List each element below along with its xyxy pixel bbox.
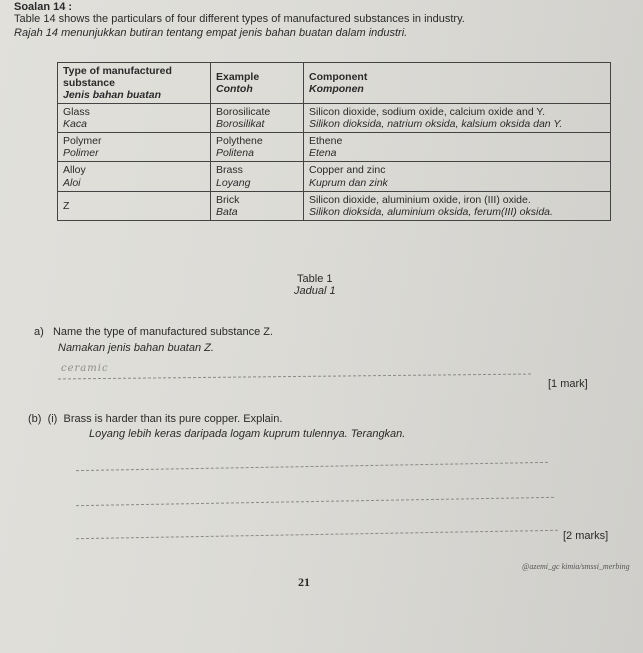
question-a-malay: Namakan jenis bahan buatan Z. [58, 342, 214, 354]
question-b-malay: Loyang lebih keras daripada logam kuprum tulennya. Terangkan. [89, 428, 406, 440]
component-cell: Silicon dioxide, aluminium oxide, iron (III) oxide. Silikon dioksida, aluminium oksida, ferum(III) oksida. [304, 191, 611, 220]
table-row [58, 162, 611, 191]
watermark: @azemi_gc kimia/smssi_merbing [522, 562, 630, 571]
component-cell: Ethene Etena [304, 133, 611, 162]
handwritten-answer: ceramic [61, 363, 109, 374]
answer-line-b3[interactable] [76, 530, 558, 539]
table-caption: Table 1 Jadual 1 [294, 273, 336, 297]
marks-b: [2 marks] [563, 530, 609, 542]
table-row [58, 133, 611, 162]
example-cell: Polythene Politena [211, 133, 304, 162]
answer-line-b1[interactable] [76, 462, 548, 471]
table-row [58, 104, 611, 133]
header-example: Example Contoh [211, 63, 304, 104]
intro-english: Table 14 shows the particulars of four different types of manufactured substances in industry. [14, 13, 465, 25]
example-cell: Brass Loyang [211, 162, 304, 191]
substances-table [57, 62, 611, 221]
header-type: Type of manufactured substance Jenis bahan buatan [58, 63, 211, 104]
example-cell: Borosilicate Borosilikat [211, 104, 304, 133]
page-number: 21 [298, 575, 310, 589]
header-component: Component Komponen [304, 63, 611, 104]
type-cell: Polymer Polimer [58, 133, 211, 162]
type-cell: Alloy Aloi [58, 162, 211, 191]
table-header-row [58, 63, 611, 104]
table-row [58, 191, 611, 220]
answer-line-b2[interactable] [76, 497, 554, 506]
question-a-text: a) Name the type of manufactured substance Z. [34, 326, 274, 338]
component-cell: Copper and zinc Kuprum dan zink [304, 162, 611, 191]
component-cell: Silicon dioxide, sodium oxide, calcium oxide and Y. Silikon dioksida, natrium oksida, kalsium oksida dan Y. [304, 104, 611, 133]
question-heading: Soalan 14 : [14, 1, 73, 13]
intro-malay: Rajah 14 menunjukkan butiran tentang empat jenis bahan buatan dalam industri. [14, 27, 408, 39]
type-cell: Z [58, 191, 211, 220]
marks-a: [1 mark] [548, 378, 588, 390]
type-cell: Glass Kaca [58, 104, 211, 133]
question-b-text: (b) (i) Brass is harder than its pure copper. Explain. [28, 413, 283, 425]
answer-line-a[interactable] [58, 374, 531, 380]
example-cell: Brick Bata [211, 191, 304, 220]
